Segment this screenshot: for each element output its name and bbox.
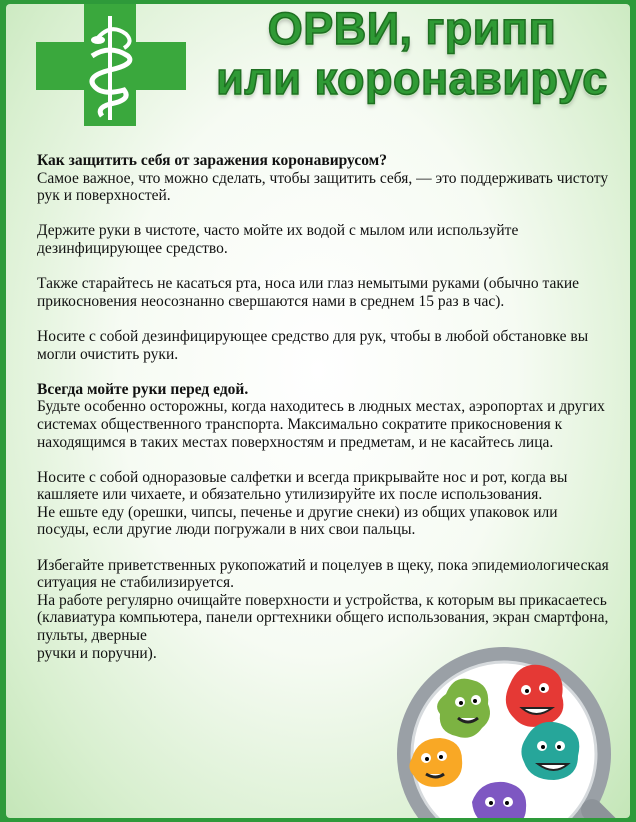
article-body — [37, 152, 609, 662]
paragraph-text: Также старайтесь не касаться рта, носа или глаз немытыми руками (обычно такие прикосновения неосознанно свершаются нами в среднем 15 раз в час). — [37, 275, 580, 310]
paragraph-text: Носите с собой одноразовые салфетки и всегда прикрывайте нос и рот, когда вы кашляете или чихаете, и обязательно утилизируйте их после использования. — [37, 468, 568, 504]
title-line-1: ОРВИ, грипп — [267, 4, 557, 54]
paragraph-text: Не ешьте еду (орешки, чипсы, печенье и другие снеки) из общих упаковок или посуды, если другие люди погружали в них свои пальцы. — [37, 503, 558, 539]
paragraph — [37, 222, 609, 257]
paragraph-heading: Как защитить себя от заражения коронавирусом? — [37, 152, 387, 169]
magnifier-germs-icon — [386, 634, 630, 818]
paragraph-text: Носите с собой дезинфицирующее средство для рук, чтобы в любой обстановке вы могли очистить руки. — [37, 327, 589, 363]
paragraph-heading: Всегда мойте руки перед едой. — [37, 380, 249, 398]
pharmacy-cross-icon — [36, 4, 186, 126]
paragraph-text: На работе регулярно очищайте поверхности и устройства, к которым вы прикасаетесь (клавиатура компьютера, панели оргтехники общего использования, экран смартфона, пульты, дверные — [37, 591, 609, 645]
title-line-2: или коронавирус — [216, 53, 608, 104]
poster — [6, 4, 630, 818]
paragraph-text: Будьте особенно осторожны, когда находитесь в людных местах, аэропортах и других системах общественного транспорта. Максимально сократите прикосновения к находящимся в таких местах поверхностям и предметам, и не касайтесь лица. — [37, 398, 605, 451]
page-title — [192, 4, 630, 104]
paragraph — [37, 328, 609, 363]
paragraph — [37, 152, 609, 205]
paragraph — [37, 275, 609, 310]
paragraph-text: Самое важное, что можно сделать, чтобы защитить себя, — это поддерживать чистоту рук и поверхностей. — [37, 169, 609, 205]
paragraph-text: Избегайте приветственных рукопожатий и поцелуев в щеку, пока эпидемиологическая ситуация не стабилизируется. — [37, 556, 609, 592]
paragraph — [37, 469, 609, 539]
paragraph-text: ручки и поручни). — [37, 644, 157, 662]
paragraph-text: Держите руки в чистоте, часто мойте их водой с мылом или используйте дезинфицирующее средство. — [37, 222, 519, 257]
paragraph — [37, 381, 609, 451]
caduceus-icon — [36, 4, 186, 126]
